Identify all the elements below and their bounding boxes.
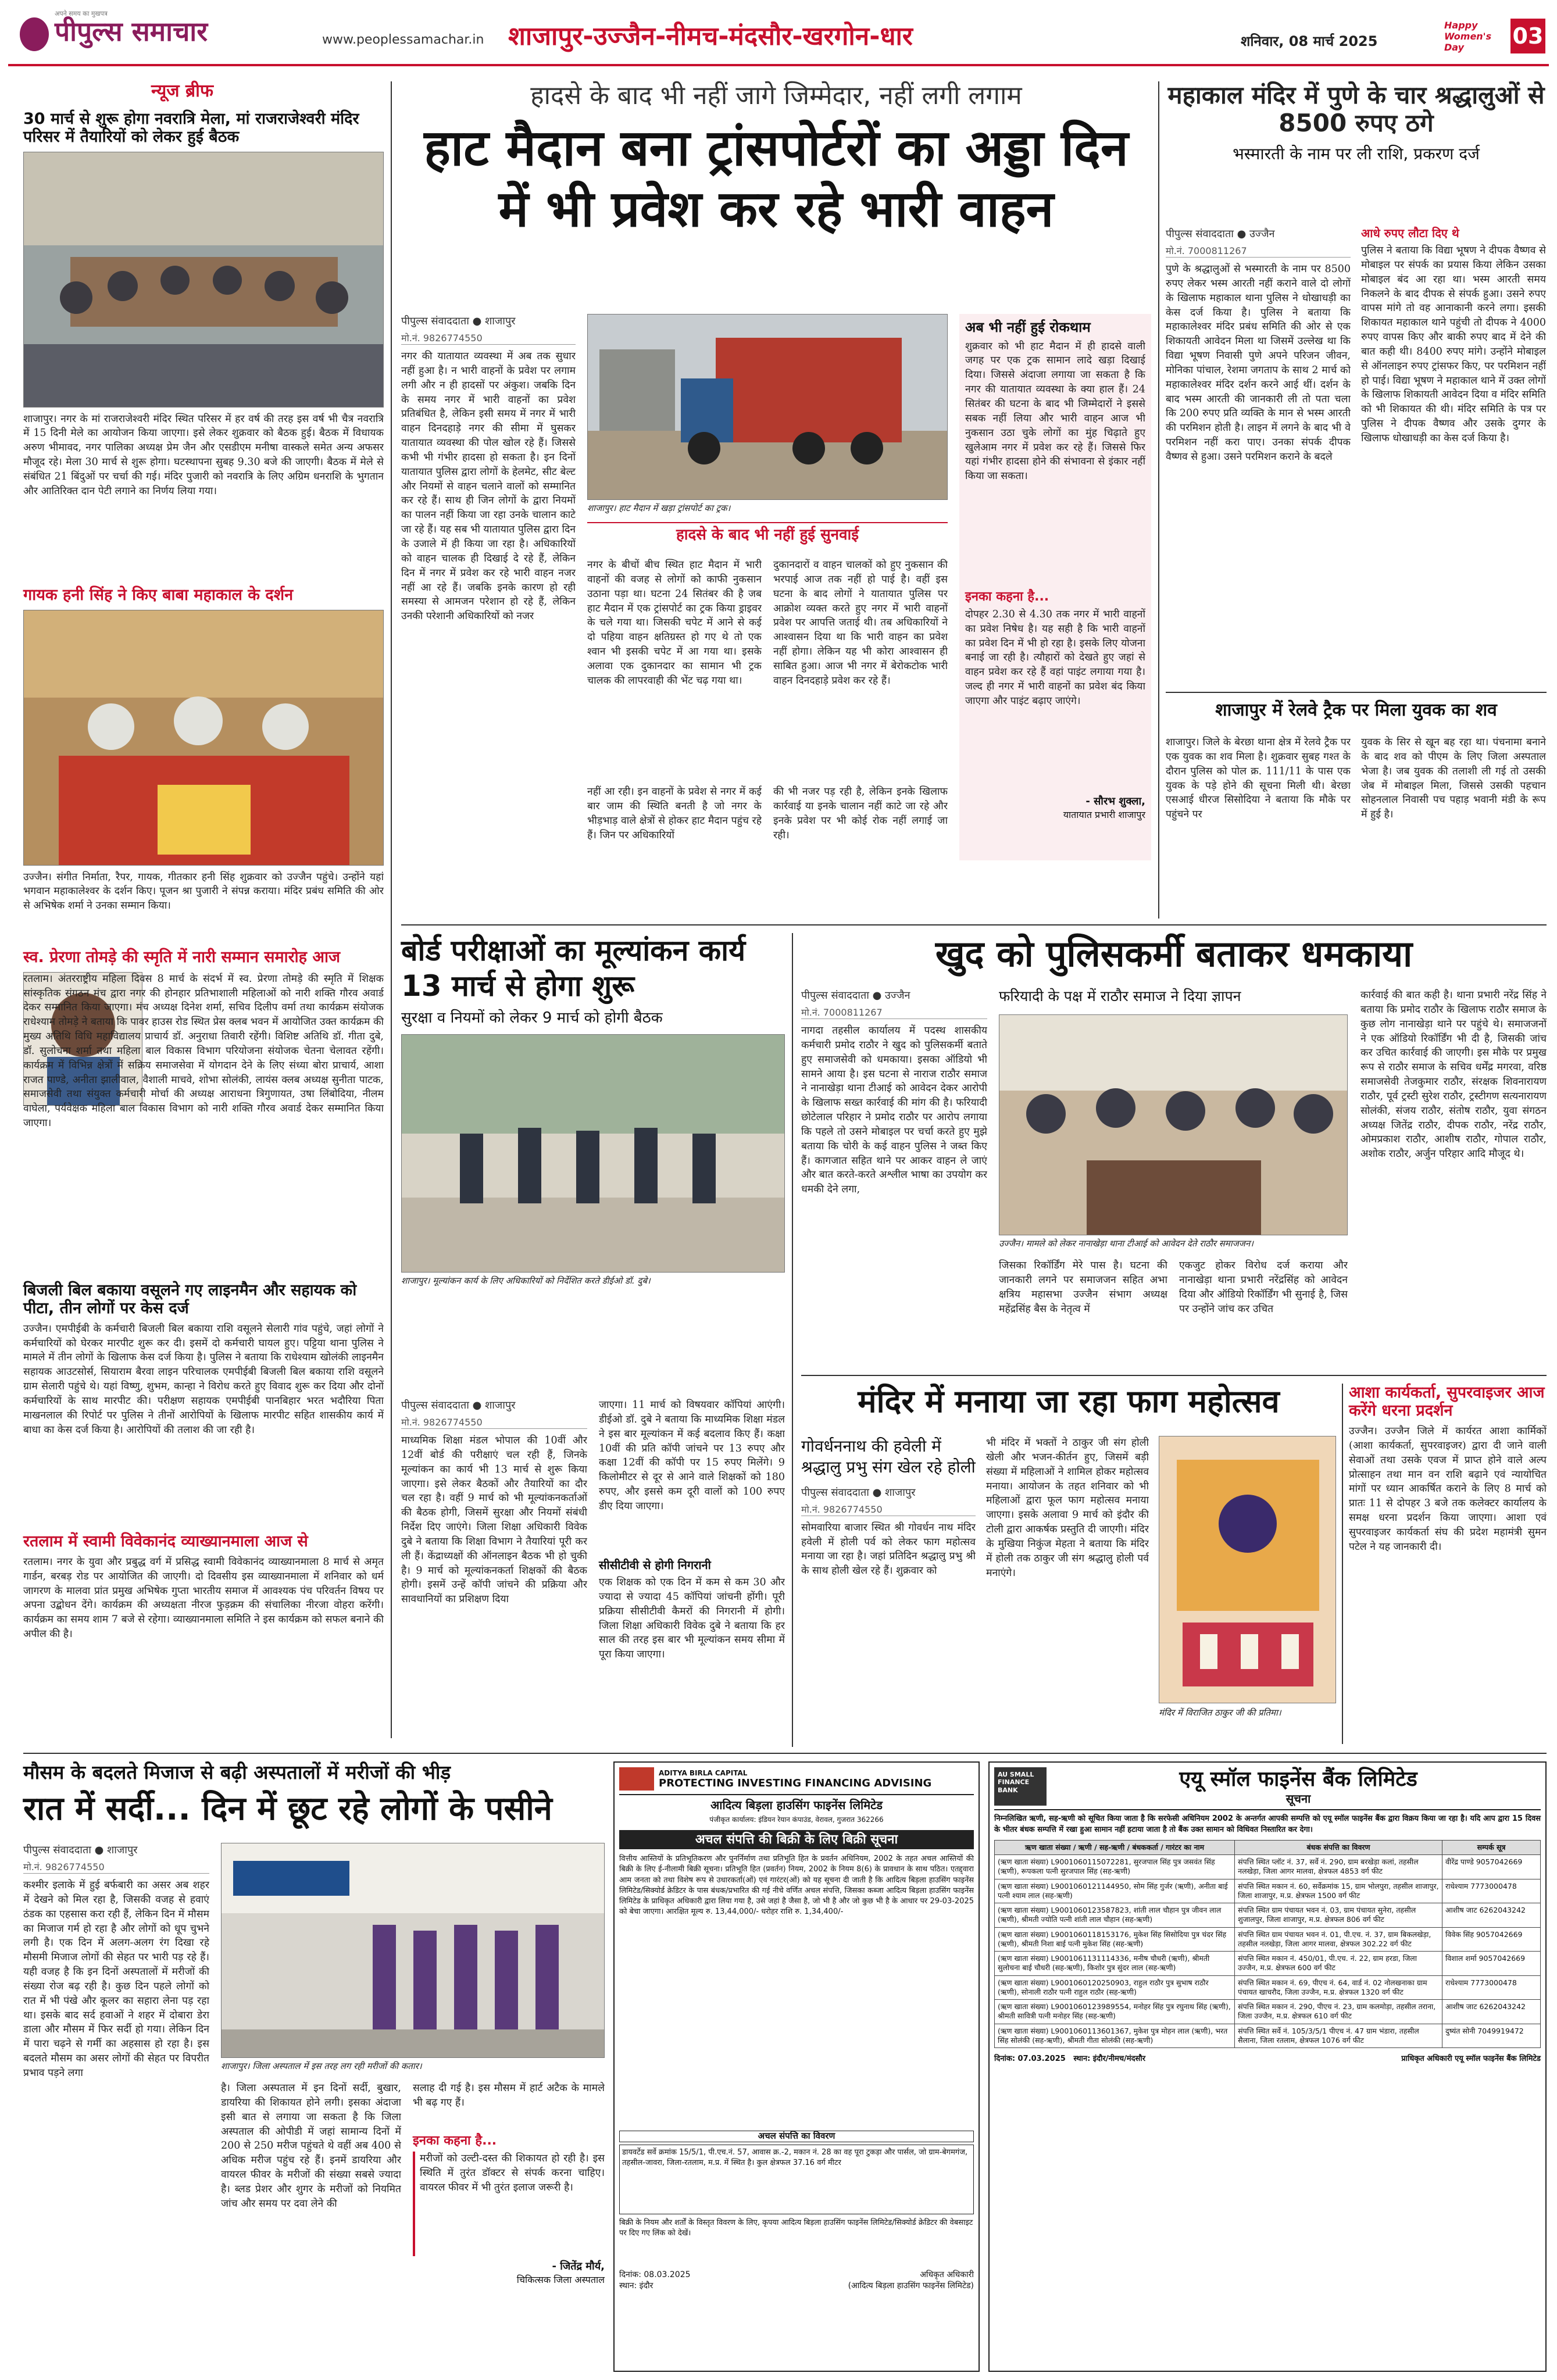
ad1-sign2: (आदित्य बिड़ला हाउसिंग फाइनेंस लिमिटेड) xyxy=(848,2281,974,2290)
ad2-place: स्थान: इंदौर/नीमच/मंदसौर xyxy=(1073,2054,1146,2064)
rail-headline: शाजापुर में रेलवे ट्रैक पर मिला युवक का शव xyxy=(1215,700,1497,720)
table-cell: संपत्ति स्थित ग्राम पंचायत भवन नं. 03, ग्राम पंचायत सुनेरा, तहसील शुजालपुर, जिला शाजापुर, म.प्र. क्षेत्रफल 806 वर्ग फीट xyxy=(1235,1903,1442,1928)
board-col2b: एक शिक्षक को एक दिन में कम से कम 30 और ज्यादा से ज्यादा 45 कॉपियां जांचनी होंगी। पूरी प्रक्रिया सीसीटीवी कैमरों की निगरानी में होगी। जिला शिक्षा अधिकारी विवेक दुबे ने बताया कि हर साल की तरह इस बार भी मूल्यांकन समय सीमा में पूरा किया जाएगा। xyxy=(599,1577,785,1661)
ad1-brand: ADITYA BIRLA CAPITAL xyxy=(659,1768,748,1777)
sidebar-title: अब भी नहीं हुई रोकथाम xyxy=(965,319,1091,335)
board-place: शाजापुर xyxy=(485,1399,516,1411)
brief-headline-honeysingh: गायक हनी सिंह ने किए बाबा महाकाल के दर्शन xyxy=(23,585,294,604)
brief-headline-mela: 30 मार्च से शुरू होगा नवरात्रि मेला, मां राजराजेश्वरी मंदिर परिसर में तैयारियों को लेकर हुई बैठक xyxy=(23,109,359,146)
ad1-terms: बिक्री के नियम और शर्तों के विस्तृत विवरण के लिए, कृपया आदित्य बिड़ला हाउसिंग फाइनेंस लिमिटेड/सिक्योर्ड क्रेडिटर की वेबसाइट पर दिए गए लिंक को देखें। xyxy=(619,2218,973,2238)
police-col1: नागदा तहसील कार्यालय में पदस्थ शासकीय कर्मचारी प्रमोद राठौर ने खुद को पुलिसकर्मी बताते हुए समाजसेवी को धमकाया। इसका ऑडियो भी सामने आया है। इस घटना से नाराज राठौर समाज ने नानाखेड़ा थाना टीआई को आवेदन देकर आरोपी के खिलाफ सख्त कार्रवाई की मांग की है। फरियादी छोटेलाल परिहार ने प्रमोद राठौर पर आरोप लगाया कि पहले तो उसने मोबाइल पर चर्चा करते हुए मुझे बताया कि चोरी के कई वाहन पुलिस ने जब्त किए हैं। कागजात सहित थाने पर आकर वाहन ले जाएं और बात करते-करते अश्लील भाषा का उपयोग कर धमकी देने लगा, xyxy=(801,1025,987,1196)
brand-name: पीपुल्स समाचार xyxy=(55,16,208,47)
lead-quote: दोपहर 2.30 से 4.30 तक नगर में भारी वाहनों का प्रवेश निषेध है। यह सही है कि भारी वाहनों का प्रवेश दिन में भी हो रहा है। इसके लिए योजना बनाई जा रही है। त्यौहारों को देखते हुए जहां से वाहन प्रवेश कर रहे हैं वहां पाइंट लगाया गया है। जल्द ही नगर में भारी वाहनों का प्रवेश बंद किया जाएगा और पाइंट बढ़ाए जाएंगे। xyxy=(965,608,1145,707)
table-cell: राधेश्याम 7773000478 xyxy=(1442,1975,1540,2000)
mahakal-mobile: मो.नं. 7000811267 xyxy=(1166,244,1351,258)
table-cell: वीरेंद्र पाण्डे 9057042669 xyxy=(1442,1855,1540,1879)
table-cell: विवेक सिंह 9057042669 xyxy=(1442,1927,1540,1952)
table-row xyxy=(995,1952,1541,1976)
police-story: खुद को पुलिसकर्मी बताकर धमकाया पीपुल्स संवाददाता ● उज्जैन मो.नं. 7000811267 नागदा तहसील कार्यालय में पदस्थ शासकीय कर्मचारी प्रमोद राठौर ने खुद को पुलिसकर्मी बताते हुए समाजसेवी को धमकाया। इसका ऑडियो भी सामने आया है। इस घटना से नाराज राठौर समाज ने नानाखेड़ा थाना टीआई को आवेदन देकर आरोपी के खिलाफ सख्त कार्रवाई की मांग की है। फरियादी छोटेलाल परिहार ने प्रमोद राठौर पर आरोप लगाया कि पहले तो उसने मोबाइल पर चर्चा करते हुए मुझे बताया कि चोरी के कई वाहन पुलिस ने जब्त किए हैं। कागजात सहित थाने पर आकर वाहन ले जाएं और बात करते-करते अश्लील भाषा का उपयोग कर धमकी देने लगा, फरियादी के पक्ष में राठौर समाज ने दिया ज्ञापन उज्जैन। मामले को लेकर नानाखेड़ा थाना टीआई को आवेदन देते राठौर समाजजन। जिसका रिकॉर्डिंग मेरे पास है। घटना की जानकारी लगने पर समाजजन सहित अभा क्षत्रिय महासभा उज्जैन संभाग अध्यक्ष महेंद्रसिंह बैस के नेतृत्व में एकजुट होकर विरोध दर्ज कराया और नानाखेड़ा थाना प्रभारी नरेंद्रसिंह को आवेदन दिया और ऑडियो रिकॉर्डिंग भी सुनाई है, जिस पर उन्होंने जांच कर उचित कार्रवाई की बात कही है। थाना प्रभारी नरेंद्र सिंह ने बताया कि प्रमोद राठौर के खिलाफ राठौर समाज के कुछ लोग नानाखेड़ा थाने पर पहुंचे थे। समाजजनों ने एक ऑडियो रिकॉर्डिंग भी दी है, जिसकी जांच कर उचित कार्रवाई की जाएगी। इस मौके पर प्रमुख रूप से राठौर समाज के सचिव धर्मेंद्र मगरवा, वरिष्ठ समाजसेवी तेजकुमार राठौर, संरक्षक शिवनारायण राठौर, पूर्व ट्रस्टी सुरेश राठौर, ट्रस्टीगण सत्यनारायण सोलंकी, संजय राठौर, संतोष राठौर, युवा संगठन अध्यक्ष जितेंद्र राठौर, दीपक राठौर, नरेंद्र राठौर, ओमप्रकाश राठौर, आशीष राठौर, गोपाल राठौर, अशोक राठौर, अर्जुन परिहार आदि मौजूद थे। xyxy=(801,933,1547,1369)
brief-body-nari-samman: रतलाम। अंतरराष्ट्रीय महिला दिवस 8 मार्च के संदर्भ में स्व. प्रेरणा तोमड़े की स्मृति में शिक्षक सांस्कृतिक संगठन मंच द्वारा नगर की होनहार प्रतिभाशाली महिलाओं को नारी शक्ति गौरव अवार्ड देकर सम्मानित किया जाएगा। मंच अध्यक्ष दिनेश शर्मा, सचिव दिलीप वर्मा तथा कार्यक्रम संयोजक राधेश्याम तोमड़े ने बताया कि पावर हाउस रोड स्थित प्रेस क्लब भवन में आयोजित उक्त कार्यक्रम की मुख्य अतिथि विधि महाविद्यालय प्राचार्य डॉ. अनुराधा तिवारी रहेंगी। विशिष्ट अतिथि डॉ. गीता दुबे, डॉ. सुलोचना शर्मा तथा महिला बाल विकास विभाग परियोजना संयोजक चेतना चेलावत रहेंगी। कार्यक्रम में विभिन्न क्षेत्रों में सक्रिय समाजसेवा में योगदान देने के लिए संध्या बोरा प्राचार्य, आशा राजत पाण्डे, अनीता झालीवाल, वैशाली माचवे, शोभा सोलंकी, लायंस क्लब अध्यक्ष सुनीता पाटक, समाजसेवी तथा संयुक्त कर्मचारी मोर्चा की अध्यक्ष आराधना त्रिगुणायत, उषा लिंबोदिया, नीलम वाघेला, पर्यवेक्षक महिला बाल विकास विभाग को नारी शक्ति गौरव अवार्ड देकर सम्मानित किया जाएगा। xyxy=(23,973,384,1130)
police-byline: पीपुल्स संवाददाता xyxy=(801,989,869,1002)
truck-caption: शाजापुर। हाट मैदान में खड़ा ट्रांसपोर्ट का ट्रक। xyxy=(587,503,731,513)
brief-headline-bijli: बिजली बिल बकाया वसूलने गए लाइनमैन और सहायक को पीटा, तीन लोगों पर केस दर्ज xyxy=(23,1281,357,1317)
asha-body: उज्जैन। उज्जैन जिले में कार्यरत आशा कार्मिकों (आशा कार्यकर्ता, सुपरवाइजर) द्वारा दी जाने वाली सेवाओं तथा उसके एवज में प्राप्त होने वाले अल्प प्रोत्साहन तथा मान वन राशि बढ़ाने एवं न्यायोचित मांगों पर ध्यान आकर्षित कराने के लिए 8 मार्च को प्रातः 11 से दोपहर 3 बजे तक कलेक्टर कार्यालय के समक्ष धरना प्रदर्शन किया जाएगा। आशा एवं सुपरवाइजर कार्यकर्ता संघ की प्रदेश महामंत्री सुमन पटेल ने यह जानकारी दी। xyxy=(1349,1425,1547,1553)
site-url[interactable]: www.peoplessamachar.in xyxy=(322,33,484,47)
table-cell: (ऋण खाता संख्या) L9001060115072281, सुरजपाल सिंह पुत्र जसवंत सिंह (ऋणी), रूपकला पत्नी सुरजपाल सिंह (सह-ऋणी) xyxy=(995,1855,1235,1879)
issue-date: शनिवार, 08 मार्च 2025 xyxy=(1241,33,1378,49)
board-byline: पीपुल्स संवाददाता xyxy=(401,1399,469,1411)
police-headline: खुद को पुलिसकर्मी बताकर धमकाया xyxy=(935,932,1413,975)
table-cell: (ऋण खाता संख्या) L9001061131114336, मनीष चौधरी (ऋणी), श्रीमती सुलोचना बाई चौधरी (सह-ऋणी), किशोर पुत्र सुंदर लाल (सह-ऋणी) xyxy=(995,1952,1235,1976)
brief-body-vivekanand: रतलाम। नगर के युवा और प्रबुद्ध वर्ग में प्रसिद्ध स्वामी विवेकानंद व्याख्यानमाला 8 मार्च से अमृत गार्डन, बरबड़ रोड पर आयोजित की जाएगी। दो दिवसीय इस व्याख्यानमाला में शनिवार को धर्म जागरण के मालवा प्रांत प्रमुख अभिषेक गुप्ता भारतीय समाज में आवश्यक पंच परिवर्तन विषय पर अपना उद्बोधन देंगे। कार्यक्रम की अध्यक्षता नीरज फुड़क्रम की संचालिका नीरजा वोहरा करेंगी। कार्यक्रम का समय शाम 7 बजे से रहेगा। व्याख्यानमाला समिति ने इस कार्यक्रम को सफल बनाने की अपील की है। xyxy=(23,1556,384,1641)
ad1-title: अचल संपत्ति की बिक्री के लिए बिक्री सूचना xyxy=(619,1830,974,1849)
mahakal-col2: पुलिस ने बताया कि विद्या भूषण ने दीपक वैष्णव से मोबाइल पर संपर्क का प्रयास किया लेकिन उसका मोबाइल बंद आ रहा था। भस्म आरती समय निकलने के बाद दीपक से संपर्क हुआ। उसने रुपए वापस मांगे तो वह आनाकानी करने लगा। इसकी शिकायत महाकाल थाने पहुंची तो दीपक ने 4000 रुपए वापस किए और बाकी रुपए बाद में देने की बात कही थी। 8400 रुपए मांगे। उन्होंने मोबाइल से ऑनलाइन रुपए ट्रांसफर किए, पर परमिशन नहीं हो पाई। विद्या भूषण ने महाकाल थाने में उक्त लोगों के खिलाफ शिकायती आवेदन दिया व मंदिर समिति को भी शिकायत की थी। मंदिर समिति के पत्र पर पुलिस ने दीपक वैष्णव और उसके दुग्गर के खिलाफ धोखाधड़ी का केस दर्ज किया है। xyxy=(1361,245,1546,444)
lead-subhead: हादसे के बाद भी नहीं हुई सुनवाई xyxy=(587,522,948,544)
ad2-logo: AU SMALL FINANCE BANK xyxy=(994,1767,1047,1806)
table-row xyxy=(995,1855,1541,1879)
ad2-intro: निम्नलिखित ऋणी, सह-ऋणी को सूचित किया जाता है कि सरफेसी अधिनियम 2002 के अन्तर्गत आपकी सम्पत्ति को एयू स्मॉल फाइनेंस बैंक द्वारा विक्रय किया जा रहा है। यदि आप द्वारा 15 दिवस के भीतर बंधक सम्पत्ति में रखा हुआ सामान नहीं हटाया जाता है तो बैंक उक्त सामान को विधिवत निस्तारित कर देगा। xyxy=(994,1814,1541,1834)
nari-samman-block xyxy=(23,972,384,1274)
ad1-sign: अधिकृत अधिकारी xyxy=(920,2270,974,2279)
brand-tagline: अपने समय का मुखपत्र xyxy=(55,10,108,17)
table-cell: संपत्ति स्थित मकान नं. 450/01, पी.एच. नं. 22, ग्राम हरडा, जिला उज्जैन, म.प्र. क्षेत्रफल 600 वर्ग फीट xyxy=(1235,1952,1442,1976)
weather-kicker: मौसम के बदलते मिजाज से बढ़ी अस्पतालों में मरीजों की भीड़ xyxy=(23,1761,451,1784)
table-cell: आशीष जाट 6262043242 xyxy=(1442,1903,1540,1928)
photo-honeysingh xyxy=(23,610,384,866)
photo-police-station xyxy=(999,1014,1348,1235)
brand-logo xyxy=(20,17,49,51)
ad1-date: दिनांक: 08.03.2025 xyxy=(619,2270,691,2279)
brief-body-bijli: उज्जैन। एमपीईबी के कर्मचारी बिजली बिल बकाया राशि वसूलने सेलारी गांव पहुंचे, जहां लोगों ने कर्मचारियों को घेरकर मारपीट शुरू कर दी। इसमें दो कर्मचारी घायल हुए। पट्टिया थाना पुलिस ने मामले में तीन लोगों के खिलाफ केस दर्ज किया है। पुलिस ने बताया कि राधेश्याम खोलंकी लाइनमैन सहायक आउटसोर्स, सियाराम बैरवा लाइन परिचालक एमपीईबी बिजली बिल बकाया राशि वसूलने ग्राम सेलारी पहुंचे थे। यहां विष्णु, शुभम, कान्हा ने विरोध करते हुए विवाद शुरू कर दिया और दोनों कर्मचारियों के साथ मारपीट की। परीक्षण सहायक एमपीईबी पानबिहार भरत भदौरिया पिता माखनलाल की रिपोर्ट पर पुलिस ने तीनों आरोपियों के खिलाफ मारपीट सहित शासकीय कार्य में बाधा का केस दर्ज किया है। आरोपियों की तलाश की जा रही है। xyxy=(23,1323,384,1436)
ad1-body: वित्तीय आस्तियों के प्रतिभूतिकरण और पुनर्निर्माण तथा प्रतिभूति हित के प्रवर्तन अधिनियम, 2002 के तहत अचल आस्तियों की बिक्री के लिए ई-नीलामी बिक्री सूचना। प्रतिभूति हित (प्रवर्तन) नियम, 2002 के नियम 8(6) के प्रावधान के साथ पठित। एतद्द्वारा आम जनता को तथा विशेष रूप से उधारकर्ता(ओं) एवं गारंटर(ओं) को यह सूचना दी जाती है कि आदित्य बिड़ला हाउसिंग फाइनेंस लिमिटेड/सिक्योर्ड क्रेडिटर के पास बंधक/प्रभारित की गई नीचे वर्णित अचल संपत्ति, जिसका कब्जा आदित्य बिड़ला हाउसिंग फाइनेंस लिमिटेड के प्राधिकृत अधिकारी द्वारा लिया गया है, उसे जहां है जैसा है, जो भी है और जो कुछ भी है के आधार पर 29-03-2025 को बेचा जाएगा। आरक्षित मूल्य रु. 13,44,000/- धरोहर राशि रु. 1,34,400/- xyxy=(619,1854,974,1917)
brief-headline-vivekanand: रतलाम में स्वामी विवेकानंद व्याख्यानमाला आज से xyxy=(23,1532,308,1550)
weather-quote-by: - जितेंद्र मौर्य, xyxy=(552,2260,605,2273)
table-cell: (ऋण खाता संख्या) L9001060123989554, मनोहर सिंह पुत्र रघुनाथ सिंह (ऋणी), श्रीमती सावित्री पत्नी मनोहर सिंह (सह-ऋणी) xyxy=(995,2000,1235,2024)
mahakal-headline: महाकाल मंदिर में पुणे के चार श्रद्धालुओं से 8500 रुपए ठगे xyxy=(1167,81,1545,138)
table-row xyxy=(995,1927,1541,1952)
asha-story xyxy=(1349,1384,1547,1744)
photo-hospital-queue xyxy=(221,1843,605,2058)
fag-mobile: मो.नं. 9826774550 xyxy=(801,1503,976,1516)
weather-story: मौसम के बदलते मिजाज से बढ़ी अस्पतालों में मरीजों की भीड़ रात में सर्दी... दिन में छूट रहे लोगों के पसीने पीपुल्स संवाददाता ● शाजापुर मो.नं. 9826774550 कश्मीर इलाके में हुई बर्फबारी का असर अब शहर में देखने को मिल रहा है, जिसकी वजह से हवाएं ठंडक का एहसास करा रही हैं, लेकिन दिन में मौसम का मिजाज गर्म हो रहा है और लोगों को धूप चुभने लगी है। एक दिन में अलग-अलग रंग दिखा रहे मौसमी मिजाज लोगों की सेहत पर भारी पड़ रहे हैं। यही वजह है कि इन दिनों अस्पतालों में मरीजों की संख्या रोज बढ़ रही है। कुछ दिन पहले लोगों को रात में भी पंखे और कूलर का सहारा लेना पड़ रहा था। इसके बाद सर्द हवाओं ने शहर में दोबारा डेरा डाला और मौसम में फिर सर्दी हो गया। लेकिन दिन में पारा चढ़ने से गर्मी का अहसास हो रहा है। इस बदलते मौसम का असर लोगों की सेहत पर विपरीत प्रभाव पड़ने लगा शाजापुर। जिला अस्पताल में इस तरह लग रही मरीजों की कतार। है। जिला अस्पताल में इन दिनों सर्दी, बुखार, डायरिया की शिकायत होने लगी। इसका अंदाजा इसी बात से लगाया जा सकता है कि जिला अस्पताल की ओपीडी में जहां सामान्य दिनों में 200 से 250 मरीज पहुंचते थे वहीं अब 400 से अधिक मरीज पहुंच रहे हैं। इनमें डायरिया और वायरल फीवर के मरीजों की संख्या सबसे ज्यादा है। ब्लड प्रेशर और शुगर के मरीजों को नियमित जांच और समय पर दवा लेने की सलाह दी गई है। इस मौसम में हार्ट अटैक के मामले भी बढ़ गए हैं। इनका कहना है... मरीजों को उल्टी-दस्त की शिकायत हो रही है। इस स्थिति में तुरंत डॉक्टर से संपर्क करना चाहिए। वायरल फीवर में भी तुरंत इलाज जरूरी है। - जितेंद्र मौर्य, चिकित्सक जिला अस्पताल xyxy=(23,1761,605,2372)
mahakal-story: महाकाल मंदिर में पुणे के चार श्रद्धालुओं से 8500 रुपए ठगे भस्मारती के नाम पर ली राशि, प्रकरण दर्ज पीपुल्स संवाददाता ● उज्जैन मो.नं. 7000811267 पुणे के श्रद्धालुओं से भस्मारती के नाम पर 8500 रुपए लेकर भस्म आरती नहीं कराने वाले दो लोगों के खिलाफ महाकाल थाना पुलिस ने धोखाधड़ी का केस दर्ज किया है। पुलिस ने बताया कि महाकालेश्वर मंदिर प्रबंध समिति की ओर से एक शिकायती आवेदन मिला था जिसमें उल्लेख था कि विद्या भूषण निवासी पुणे अपने परिजन जीवन, मोनिका पांचाल, रेशमा जगताप के साथ 2 मार्च को महाकालेश्वर मंदिर दर्शन करने आई थीं। दर्शन के बाद भस्म आरती की जानकारी ली तो पता चला कि 200 रुपए प्रति व्यक्ति के मान से भस्म आरती की परमिशन होती है। लाइन में लगने के बाद भी वे परमिशन नहीं करा पाए। उनका संपर्क दीपक वैष्णव से हुआ। उसने परमिशन कराने के बदले आधे रुपए लौटा दिए थे पुलिस ने बताया कि विद्या भूषण ने दीपक वैष्णव से मोबाइल पर संपर्क का प्रयास किया लेकिन उसका मोबाइल बंद आ रहा था। भस्म आरती समय निकलने के बाद दीपक से संपर्क हुआ। उसने रुपए वापस मांगे तो वह आनाकानी करने लगा। इसकी शिकायत महाकाल थाने पहुंची तो दीपक ने 4000 रुपए वापस किए और बाकी रुपए बाद में देने की बात कही थी। 8400 रुपए मांगे। उन्होंने मोबाइल से ऑनलाइन रुपए ट्रांसफर किए, पर परमिशन नहीं हो पाई। विद्या भूषण ने महाकाल थाने में उक्त लोगों के खिलाफ शिकायती आवेदन दिया व मंदिर समिति को भी शिकायत की थी। मंदिर समिति के पत्र पर पुलिस ने दीपक वैष्णव और उसके दुग्गर के खिलाफ धोखाधड़ी का केस दर्ज किया है। xyxy=(1166,81,1547,686)
fag-col2: भी मंदिर में भक्तों ने ठाकुर जी संग होली खेली और भजन-कीर्तन हुए, जिसमें बड़ी संख्या में महिलाओं ने शामिल होकर महोत्सव मनाया। आयोजन के तहत शनिवार को भी महिलाओं द्वारा फूल फाग महोत्सव मनाया जाएगा। इसके अलावा 9 मार्च को इंदौर की टोली द्वारा आकर्षक प्रस्तुति दी जाएगी। मंदिर के मुखिया निकुंज मेहता ने बताया कि मंदिर में होली तक ठाकुर जी संग श्रद्धालु होली पर्व मनाएंगे। xyxy=(986,1437,1149,1579)
lead-headline: हाट मैदान बना ट्रांसपोर्टरों का अड्डा दिन में भी प्रवेश कर रहे भारी वाहन xyxy=(424,119,1129,238)
brief-body-mela: शाजापुर। नगर के मां राजराजेश्वरी मंदिर स्थित परिसर में हर वर्ष की तरह इस वर्ष भी चैत्र नवरात्रि में 15 दिनी मेले का आयोजन किया जाएगा। इसे लेकर शुक्रवार को बैठक हुई। बैठक में विधायक अरुण भीमावद, नगर पालिका अध्यक्ष प्रेम जैन और एसडीएम मनीषा वास्कले समेत अन्य अफसर मौजूद रहे। मेला 30 मार्च से शुरू होगा। घटस्थापना सुबह 9.30 बजे की जाएगी। बैठक में मेले से संबंधित 21 बिंदुओं पर चर्चा की गई। मंदिर पुजारी को नवरात्रि के लिए अग्रिम धनराशि के भुगतान और आतिरिक्त दान पेटी लगाने का निर्णय लिया गया। xyxy=(23,413,384,497)
table-cell: दुष्यंत सोनी 7049919472 xyxy=(1442,2024,1540,2048)
lead-mobile: मो.नं. 9826774550 xyxy=(401,331,576,345)
table-cell: (ऋण खाता संख्या) L9001060120250903, राहुल राठौर पुत्र सुभाष राठौर (ऋणी), सोनाली राठौर पत्नी राहुल राठौर (सह-ऋणी) xyxy=(995,1975,1235,2000)
aditya-birla-ad xyxy=(613,1761,980,2372)
edition-line: शाजापुर-उज्जैन-नीमच-मंदसौर-खरगोन-धार xyxy=(508,22,913,51)
lead-tail: की भी नजर पड़ रही है, लेकिन इनके खिलाफ कार्रवाई या इनके चालान नहीं काटे जा रहे और इनके प्रवेश पर भी कोई रोक नहीं लगाई जा रही। xyxy=(773,786,948,841)
lead-sidebar xyxy=(959,314,1151,860)
board-subhead: सीसीटीवी से होगी निगरानी xyxy=(599,1558,711,1572)
lead-quote-label: इनका कहना है... xyxy=(965,589,1049,604)
table-row xyxy=(995,2024,1541,2048)
lead-col2: नहीं आ रही। इन वाहनों के प्रवेश से नगर में कई बार जाम की स्थिति बनती है जो नगर के भीड़भाड़ वाले क्षेत्रों से होकर हाट मैदान पहुंच रहे हैं। जिन पर अधिकारियों xyxy=(587,786,762,841)
fag-deck: गोवर्धननाथ की हवेली में श्रद्धालु प्रभु संग खेल रहे होली xyxy=(801,1436,976,1477)
ad2-col-contact: सम्पर्क सूत्र xyxy=(1442,1840,1540,1854)
ad1-address: पंजीकृत कार्यालय: इंडियन रेयान कंपाउंड, वेरावल, गुजरात 362266 xyxy=(709,1816,884,1824)
lead-kicker: हादसे के बाद भी नहीं जागे जिम्मेदार, नहीं लगी लगाम xyxy=(530,81,1022,110)
mahakal-note: आधे रुपए लौटा दिए थे xyxy=(1361,226,1459,240)
board-headline: बोर्ड परीक्षाओं का मूल्यांकन कार्य 13 मार्च से होगा शुरू xyxy=(401,934,746,1003)
fag-byline: पीपुल्स संवाददाता xyxy=(801,1486,869,1499)
ad1-header xyxy=(619,1767,974,1795)
rail-story xyxy=(1166,701,1547,910)
ad2-header xyxy=(994,1767,1541,1810)
board-caption: शाजापुर। मूल्यांकन कार्य के लिए अधिकारियों को निर्देशित करते डीईओ डॉ. दुबे। xyxy=(401,1275,651,1286)
ad2-col-loan: ऋण खाता संख्या / ऋणी / सह-ऋणी / बंधककर्ता / गारंटर का नाम xyxy=(995,1840,1235,1854)
ad1-table-title: अचल संपत्ति का विवरण xyxy=(619,2131,974,2142)
table-cell: (ऋण खाता संख्या) L9001060113601367, मुकेश पुत्र मोहन लाल (ऋणी), भरत सिंह सोलंकी (सह-ऋणी), श्रीमती गीता सोलंकी (सह-ऋणी) xyxy=(995,2024,1235,2048)
board-story: बोर्ड परीक्षाओं का मूल्यांकन कार्य 13 मार्च से होगा शुरू सुरक्षा व नियमों को लेकर 9 मार्च को होगी बैठक शाजापुर। मूल्यांकन कार्य के लिए अधिकारियों को निर्देशित करते डीईओ डॉ. दुबे। पीपुल्स संवाददाता ● शाजापुर मो.नं. 9826774550 माध्यमिक शिक्षा मंडल भोपाल की 10वीं और 12वीं बोर्ड की परीक्षाएं चल रही हैं, जिनके मूल्यांकन का कार्य भी 13 मार्च से शुरू किया जाएगा। इसे लेकर बैठकों और तैयारियों का दौर चल रहा है। वहीं 9 मार्च को भी मूल्यांकनकर्ताओं की बैठक होगी, जिसमें सुरक्षा और नियमों संबंधी निर्देश दिए जाएंगे। जिला शिक्षा अधिकारी विवेक दुबे ने बताया कि शिक्षा विभाग ने तैयारियां पूरी कर ली हैं। केंद्राध्यक्षों की ऑनलाइन बैठक भी हो चुकी है। 9 मार्च को मूल्यांकनकर्ता शिक्षकों की बैठक होगी। इसमें उन्हें कॉपी जांचने की प्रक्रिया और सावधानियों का प्रशिक्षण दिया जाएगा। 11 मार्च को विषयवार कॉपियां आएंगी। डीईओ डॉ. दुबे ने बताया कि माध्यमिक शिक्षा मंडल ने इस बार मूल्यांकन में कई बदलाव किए हैं। कक्षा 10वीं की प्रति कॉपी जांचने पर 13 रुपए और कक्षा 12वीं की कॉपी पर 15 रुपए मिलेंगे। 9 किलोमीटर से दूर से आने वाले शिक्षकों को 180 रुपए, और इससे कम दूरी वालों को 100 रुपए डीए दिया जाएगा। सीसीटीवी से होगी निगरानी एक शिक्षक को एक दिन में कम से कम 30 और ज्यादा से ज्यादा 45 कॉपियां जांचनी होंगी। पूरी प्रक्रिया सीसीटीवी कैमरों की निगरानी में होगी। जिला शिक्षा अधिकारी विवेक दुबे ने बताया कि हर साल की तरह इस बार भी मूल्यांकन समय सीमा में पूरा किया जाएगा। xyxy=(401,933,785,1747)
weather-caption: शाजापुर। जिला अस्पताल में इस तरह लग रही मरीजों की कतार। xyxy=(221,2061,422,2071)
police-col3: एकजुट होकर विरोध दर्ज कराया और नानाखेड़ा थाना प्रभारी नरेंद्रसिंह को आवेदन दिया और ऑडियो रिकॉर्डिंग भी सुनाई है, जिस पर उन्होंने जांच कर उचित xyxy=(1179,1260,1348,1315)
sidebar-body: शुक्रवार को भी हाट मैदान में ही हादसे वाली जगह पर एक ट्रक सामान लादे खड़ा दिखाई दिया। जिससे अंदाजा लगाया जा सकता है कि नगर की यातायात व्यवस्था के क्या हाल हैं। 24 सितंबर की घटना के बाद भी जिम्मेदारों ने इससे सबक नहीं लिया और भारी वाहन आज भी नुकसान उठा चुके लोगों का मुंह चिढ़ाते हुए खुलेआम नगर में प्रवेश कर रहे हैं। जिससे फिर यहां गंभीर हादसा होने की संभावना से इंकार नहीं किया जा सकता। xyxy=(965,340,1145,483)
board-deck: सुरक्षा व नियमों को लेकर 9 मार्च को होगी बैठक xyxy=(401,1009,663,1027)
table-row xyxy=(995,1975,1541,2000)
lead-quote-role: यातायात प्रभारी शाजापुर xyxy=(1063,809,1145,820)
lead-col1: नगर की यातायात व्यवस्था में अब तक सुधार नहीं हुआ है। न भारी वाहनों के प्रवेश पर लगाम लगी और न ही हादसों पर अंकुश। जबकि दिन के समय नगर में भारी वाहनों का प्रवेश प्रतिबंधित है, लेकिन इसी समय में नगर में भारी वाहन दिनदहाड़े नगर की सीमा में घुसकर यातायात व्यवस्था की पोल खोल रहे हैं। जिससे कभी भी गंभीर हादसा हो सकता है। इन दिनों यातायात पुलिस द्वारा लोगों के हेलमेट, सीट बेल्ट और नियमों से वाहन चलाने वालों को सम्मानित कर रहे हैं। साथ ही जिन लोगों के द्वारा नियमों का पालन नहीं किया जा रहा उनके चालान काटे जा रहे हैं। यह सब भी यातायात पुलिस द्वारा दिन के उजाले में ही किया जा रहा है। अधिकारियों को वाहन चालक ही दिखाई दे रहे हैं, लेकिन दिन में नगर में प्रवेश कर रहे भारी वाहन नजर नहीं आ रहे हैं। जबकि इनके कारण हो रही समस्या से आमजन परेशान हो रहे हैं, लेकिन उनकी परेशानी अधिकारियों को नजर xyxy=(401,351,576,623)
fag-place: शाजापुर xyxy=(885,1486,916,1499)
ad1-tagline: PROTECTING INVESTING FINANCING ADVISING xyxy=(659,1777,932,1789)
ad1-company: आदित्य बिड़ला हाउसिंग फाइनेंस लिमिटेड xyxy=(710,1798,883,1812)
table-cell: संपत्ति स्थित प्लॉट नं. 37, सर्वे नं. 290, ग्राम बरखेड़ा कलां, तहसील नलखेड़ा, जिला आगर मालवा, क्षेत्रफल 4853 वर्ग फीट xyxy=(1235,1855,1442,1879)
table-cell: (ऋण खाता संख्या) L9001060118153176, मुकेश सिंह सिसोदिया पुत्र चंदर सिंह (ऋणी), श्रीमती निशा बाई पत्नी मुकेश सिंह (सह-ऋणी) xyxy=(995,1927,1235,1952)
mahakal-place: उज्जैन xyxy=(1249,228,1275,240)
police-mobile: मो.नं. 7000811267 xyxy=(801,1006,987,1019)
weather-col3: सलाह दी गई है। इस मौसम में हार्ट अटैक के मामले भी बढ़ गए हैं। xyxy=(413,2082,605,2109)
mahakal-deck: भस्मारती के नाम पर ली राशि, प्रकरण दर्ज xyxy=(1233,144,1480,163)
police-caption: उज्जैन। मामले को लेकर नानाखेड़ा थाना टीआई को आवेदन देते राठौर समाजजन। xyxy=(999,1238,1254,1249)
ad2-title: एयू स्मॉल फाइनेंस बैंक लिमिटेड xyxy=(1179,1767,1417,1791)
lead-sub-col1: नगर के बीचों बीच स्थित हाट मैदान में भारी वाहनों की वजह से लोगों को काफी नुकसान उठाना पड़ा था। घटना 24 सितंबर की है जब हाट मैदान में एक ट्रांसपोर्ट का ट्रक किया ड्राइवर के चले गया था। जिसकी चपेट में आने से कई दो पहिया वाहन क्षतिग्रस्त हो गए थे तो एक श्वान भी इसकी चपेट में आ गया था। इसके अलावा एक दुकानदार का सामान भी ट्रक चालक की लापरवाही की भेंट चढ़ गया था। xyxy=(587,559,762,687)
mahakal-col1: पुणे के श्रद्धालुओं से भस्मारती के नाम पर 8500 रुपए लेकर भस्म आरती नहीं कराने वाले दो लोगों के खिलाफ महाकाल थाना पुलिस ने धोखाधड़ी का केस दर्ज किया है। पुलिस ने बताया कि महाकालेश्वर मंदिर प्रबंध समिति की ओर से एक शिकायती आवेदन मिला था जिसमें उल्लेख था कि विद्या भूषण निवासी पुणे अपने परिजन जीवन, मोनिका पांचाल, रेशमा जगताप के साथ 2 मार्च को महाकालेश्वर मंदिर दर्शन करने आई थीं। दर्शन के बाद भस्म आरती की जानकारी ली तो पता चला कि 200 रुपए प्रति व्यक्ति के मान से भस्म आरती की परमिशन होती है। लाइन में लगने के बाद भी वे परमिशन नहीं करा पाए। उनका संपर्क दीपक वैष्णव से हुआ। उसने परमिशन कराने के बदले xyxy=(1166,263,1351,463)
lead-story: हादसे के बाद भी नहीं जागे जिम्मेदार, नहीं लगी लगाम हाट मैदान बना ट्रांसपोर्टरों का अड्डा दिन में भी प्रवेश कर रहे भारी वाहन पीपुल्स संवाददाता ● शाजापुर मो.नं. 9826774550 नगर की यातायात व्यवस्था में अब तक सुधार नहीं हुआ है। न भारी वाहनों के प्रवेश पर लगाम लगी और न ही हादसों पर अंकुश। जबकि दिन के समय नगर में भारी वाहनों का प्रवेश प्रतिबंधित है, लेकिन इसी समय में नगर में भारी वाहन दिनदहाड़े नगर की सीमा में घुसकर यातायात व्यवस्था की पोल खोल रहे हैं। जिससे कभी भी गंभीर हादसा हो सकता है। इन दिनों यातायात पुलिस द्वारा लोगों के हेलमेट, सीट बेल्ट और नियमों से वाहन चलाने वालों को सम्मानित कर रहे हैं। साथ ही जिन लोगों के द्वारा नियमों का पालन नहीं किया जा रहा उनके चालान काटे जा रहे हैं। यह सब भी यातायात पुलिस द्वारा दिन के उजाले में ही किया जा रहा है। अधिकारियों को वाहन चालक ही दिखाई दे रहे हैं, लेकिन दिन में नगर में प्रवेश कर रहे भारी वाहन नजर नहीं आ रहे हैं। जबकि इनके कारण हो रही समस्या से आमजन परेशान हो रहे हैं, लेकिन उनकी परेशानी अधिकारियों को नजर शाजापुर। हाट मैदान में खड़ा ट्रांसपोर्ट का ट्रक। हादसे के बाद भी नहीं हुई सुनवाई नगर के बीचों बीच स्थित हाट मैदान में भारी वाहनों की वजह से लोगों को काफी नुकसान उठाना पड़ा था। घटना 24 सितंबर की है जब हाट मैदान में एक ट्रांसपोर्ट का ट्रक किया ड्राइवर के चले गया था। जिसकी चपेट में आने से कई दो पहिया वाहन क्षतिग्रस्त हो गए थे तो एक श्वान भी इसकी चपेट में आ गया था। इसके अलावा एक दुकानदार का सामान भी ट्रक चालक की लापरवाही की भेंट चढ़ गया था। दुकानदारों व वाहन चालकों को हुए नुकसान की भरपाई आज तक नहीं हो पाई है। वहीं इस घटना के बाद लोगों ने यातायात पुलिस पर आक्रोश व्यक्त करते हुए नगर में भारी वाहनों प्रवेश पर आपत्ति जताई थी। तब अधिकारियों ने आश्वासन दिया था कि भारी वाहन का प्रवेश नहीं होगा। लेकिन यह भी कोरा आश्वासन ही साबित हुआ। आज भी नगर में बेरोकटोक भारी वाहन दिनदहाड़े प्रवेश कर रहे हैं। नहीं आ रही। इन वाहनों के प्रवेश से नगर में कई बार जाम की स्थिति बनती है जो नगर के भीड़भाड़ वाले क्षेत्रों से होकर हाट मैदान पहुंच रहे हैं। जिन पर अधिकारियों की भी नजर पड़ रही है, लेकिन इनके खिलाफ कार्रवाई या इनके चालान नहीं काटे जा रहे और इनके प्रवेश पर भी कोई रोक नहीं लगाई जा रही। अब भी नहीं हुई रोकथाम शुक्रवार को भी हाट मैदान में ही हादसे वाली जगह पर एक ट्रक सामान लादे खड़ा दिखाई दिया। जिससे अंदाजा लगाया जा सकता है कि नगर की यातायात व्यवस्था के क्या हाल हैं। 24 सितंबर की घटना के बाद भी जिम्मेदारों ने इससे सबक नहीं लिया और भारी वाहन आज भी नुकसान उठा चुके लोगों का मुंह चिढ़ाते हुए खुलेआम नगर में प्रवेश कर रहे हैं। जिससे फिर यहां गंभीर हादसा होने की संभावना से इंकार नहीं किया जा सकता। इनका कहना है... दोपहर 2.30 से 4.30 तक नगर में भारी वाहनों का प्रवेश निषेध है। यह सही है कि भारी वाहनों का प्रवेश दिन में भी हो रहा है। इसके लिए योजना बनाई जा रही है। त्यौहारों को देखते हुए जहां से वाहन प्रवेश कर रहे हैं वहां पाइंट लगाया गया है। जल्द ही नगर में भारी वाहनों का प्रवेश बंद किया जाएगा और पाइंट बढ़ाए जाएंगे। - सौरभ शुक्ला, यातायात प्रभारी शाजापुर xyxy=(401,81,1151,919)
ad2-sign: प्राधिकृत अधिकारी एयू स्मॉल फाइनेंस बैंक लिमिटेड xyxy=(1401,2054,1541,2064)
photo-truck xyxy=(587,314,948,500)
police-deck: फरियादी के पक्ष में राठौर समाज ने दिया ज्ञापन xyxy=(999,988,1241,1005)
board-mobile: मो.नं. 9826774550 xyxy=(401,1416,587,1429)
au-bank-ad xyxy=(988,1761,1547,2372)
table-cell: (ऋण खाता संख्या) L9001060123587823, शांती लाल चौहान पुत्र जीवन लाल (ऋणी), श्रीमती ज्योति पत्नी शांती लाल चौहान (सह-ऋणी) xyxy=(995,1903,1235,1928)
weather-quote-role: चिकित्सक जिला अस्पताल xyxy=(516,2274,605,2285)
table-cell: संपत्ति स्थित मकान नं. 290, पीएच नं. 23, ग्राम कलमोड़ा, तहसील तराना, जिला उज्जैन, म.प्र. क्षेत्रफल 610 वर्ग फीट xyxy=(1235,2000,1442,2024)
photo-meeting xyxy=(23,152,384,408)
ad2-table xyxy=(994,1840,1541,2048)
rail-col1: शाजापुर। जिले के बेरछा थाना क्षेत्र में रेलवे ट्रैक पर एक युवक का शव मिला है। शुक्रवार सुबह गश्त के दौरान पुलिस को पोल क्र. 111/11 के पास एक युवक के पड़े होने की सूचना मिली थी। बेरछा एसआई धीरज सिसोदिया ने बताया कि मौके पर पहुंचने पर xyxy=(1166,737,1351,821)
photo-meeting-deo xyxy=(401,1034,785,1273)
rail-col2: युवक के सिर से खून बह रहा था। पंचनामा बनाने के बाद शव को पीएम के लिए जिला अस्पताल भेजा है। जब युवक की तलाशी ली गई तो उसकी जेब में मोबाइल मिला, जिससे उसकी पहचान सोहनलाल निवासी पच पहाड़ भवानी मंडी के रूप में हुई है। xyxy=(1361,737,1546,821)
lead-sub-col2: दुकानदारों व वाहन चालकों को हुए नुकसान की भरपाई आज तक नहीं हो पाई है। वहीं इस घटना के बाद लोगों ने यातायात पुलिस पर आक्रोश व्यक्त करते हुए नगर में भारी वाहनों प्रवेश पर आपत्ति जताई थी। तब अधिकारियों ने आश्वासन दिया था कि भारी वाहन का प्रवेश नहीं होगा। लेकिन यह भी कोरा आश्वासन ही साबित हुआ। आज भी नगर में बेरोकटोक भारी वाहन दिनदहाड़े प्रवेश कर रहे हैं। xyxy=(773,559,948,687)
police-col2: जिसका रिकॉर्डिंग मेरे पास है। घटना की जानकारी लगने पर समाजजन सहित अभा क्षत्रिय महासभा उज्जैन संभाग अध्यक्ष महेंद्रसिंह बैस के नेतृत्व में xyxy=(999,1260,1167,1315)
table-row xyxy=(995,1879,1541,1903)
weather-quote-label: इनका कहना है... xyxy=(413,2134,497,2148)
weather-col1: कश्मीर इलाके में हुई बर्फबारी का असर अब शहर में देखने को मिल रहा है, जिसकी वजह से हवाएं ठंडक का एहसास करा रही हैं, लेकिन दिन में मौसम का मिजाज गर्म हो रहा है और लोगों को धूप चुभने लगी है। एक दिन में अलग-अलग रंग दिखा रहे मौसमी मिजाज लोगों की सेहत पर भारी पड़ रहे हैं। यही वजह है कि इन दिनों अस्पतालों में मरीजों की संख्या रोज बढ़ रही है। कुछ दिन पहले लोगों को रात में भी पंखे और कूलर का सहारा लेना पड़ रहा था। इसके बाद सर्द हवाओं ने शहर में दोबारा डेरा डाला और मौसम में फिर सर्दी हो गया। लेकिन दिन में पारा चढ़ने से गर्मी का अहसास हो रहा है। इस बदलते मौसम का असर लोगों की सेहत पर विपरीत प्रभाव पड़ने लगा xyxy=(23,1879,209,2079)
ad2-col-property: बंधक संपत्ति का विवरण xyxy=(1235,1840,1442,1854)
table-cell: संपत्ति स्थित मकान नं. 69, पीएच नं. 64, वार्ड नं. 02 नोलखनाका ग्राम पंचायत खाचरौद, जिला उज्जैन, म.प्र. क्षेत्रफल 1320 वर्ग फीट xyxy=(1235,1975,1442,2000)
lead-place: शाजापुर xyxy=(485,315,516,327)
weather-place: शाजापुर xyxy=(107,1844,138,1856)
table-cell: (ऋण खाता संख्या) L9001060121144950, सोम सिंह गुर्जर (ऋणी), अनीता बाई पत्नी श्याम लाल (सह-ऋणी) xyxy=(995,1879,1235,1903)
brief-headline-nari-samman: स्व. प्रेरणा तोमड़े की स्मृति में नारी सम्मान समारोह आज xyxy=(23,948,341,966)
ad1-place: स्थान: इंदौर xyxy=(619,2281,653,2290)
table-row xyxy=(995,1903,1541,1928)
news-brief-label: न्यूज ब्रीफ xyxy=(151,81,213,101)
weather-quote: मरीजों को उल्टी-दस्त की शिकायत हो रही है। इस स्थिति में तुरंत डॉक्टर से संपर्क करना चाहिए। वायरल फीवर में भी तुरंत इलाज जरूरी है। xyxy=(413,2152,605,2256)
fag-col1: सोमवारिया बाजार स्थित श्री गोवर्धन नाथ मंदिर हवेली में होली पर्व को लेकर फाग महोत्सव मनाया जा रहा है। जहां प्रतिदिन श्रद्धालु प्रभु श्री के साथ होली खेल रहे हैं। शुक्रवार को xyxy=(801,1521,976,1577)
weather-col2: है। जिला अस्पताल में इन दिनों सर्दी, बुखार, डायरिया की शिकायत होने लगी। इसका अंदाजा इसी बात से लगाया जा सकता है कि जिला अस्पताल की ओपीडी में जहां सामान्य दिनों में 200 से 250 मरीज पहुंचते थे वहीं अब 400 से अधिक मरीज पहुंच रहे हैं। इनमें डायरिया और वायरल फीवर के मरीजों की संख्या सबसे ज्यादा है। ब्लड प्रेशर और शुगर के मरीजों को नियमित जांच और समय पर दवा लेने की xyxy=(221,2082,401,2210)
weather-byline: पीपुल्स संवाददाता xyxy=(23,1844,91,1856)
mahakal-byline: पीपुल्स संवाददाता xyxy=(1166,228,1234,240)
police-place: उज्जैन xyxy=(885,989,910,1002)
table-cell: संपत्ति स्थित सर्वे नं. 105/3/5/1 पीएच नं. 47 ग्राम भंडारा, तहसील सैलाना, जिला रतलाम, क्षेत्रफल 1076 वर्ग फीट xyxy=(1235,2024,1442,2048)
ad1-logo xyxy=(619,1767,654,1791)
fag-caption: मंदिर में विराजित ठाकुर जी की प्रतिमा। xyxy=(1159,1707,1281,1718)
fag-headline: मंदिर में मनाया जा रहा फाग महोत्सव xyxy=(858,1383,1280,1420)
table-cell: राधेश्याम 7773000478 xyxy=(1442,1879,1540,1903)
asha-headline: आशा कार्यकर्ता, सुपरवाइजर आज करेंगे धरना प्रदर्शन xyxy=(1349,1384,1545,1420)
weather-headline: रात में सर्दी... दिन में छूट रहे लोगों के पसीने xyxy=(23,1789,552,1828)
table-row xyxy=(995,2000,1541,2024)
fag-story: मंदिर में मनाया जा रहा फाग महोत्सव गोवर्धननाथ की हवेली में श्रद्धालु प्रभु संग खेल रहे होली पीपुल्स संवाददाता ● शाजापुर मो.नं. 9826774550 सोमवारिया बाजार स्थित श्री गोवर्धन नाथ मंदिर हवेली में होली पर्व को लेकर फाग महोत्सव मनाया जा रहा है। जहां प्रतिदिन श्रद्धालु प्रभु श्री के साथ होली खेल रहे हैं। शुक्रवार को भी मंदिर में भक्तों ने ठाकुर जी संग होली खेली और भजन-कीर्तन हुए, जिसमें बड़ी संख्या में महिलाओं ने शामिल होकर महोत्सव मनाया। आयोजन के तहत शनिवार को भी महिलाओं द्वारा फूल फाग महोत्सव मनाया जाएगा। इसके अलावा 9 मार्च को इंदौर की टोली द्वारा आकर्षक प्रस्तुति दी जाएगी। मंदिर के मुखिया निकुंज मेहता ने बताया कि मंदिर में होली तक ठाकुर जी संग श्रद्धालु होली पर्व मनाएंगे। मंदिर में विराजित ठाकुर जी की प्रतिमा। xyxy=(801,1384,1336,1744)
table-cell: विशाल शर्मा 9057042669 xyxy=(1442,1952,1540,1976)
ad2-sub: सूचना xyxy=(1285,1792,1311,1806)
photo-thakurji xyxy=(1159,1436,1336,1703)
ad2-date: दिनांक: 07.03.2025 xyxy=(994,2054,1066,2064)
weather-mobile: मो.नं. 9826774550 xyxy=(23,1860,209,1874)
lead-quote-by: - सौरभ शुक्ला, xyxy=(1085,795,1145,807)
womens-day-badge: Happy Women's Day xyxy=(1444,20,1492,53)
table-cell: संपत्ति स्थित ग्राम पंचायत भवन नं. 01, पी.एच. नं. 37, ग्राम बिकलखेड़ा, तहसील नलखेड़ा, जिला आगर मालवा, क्षेत्रफल 302.22 वर्ग फीट xyxy=(1235,1927,1442,1952)
board-col2: जाएगा। 11 मार्च को विषयवार कॉपियां आएंगी। डीईओ डॉ. दुबे ने बताया कि माध्यमिक शिक्षा मंडल ने इस बार मूल्यांकन में कई बदलाव किए हैं। कक्षा 10वीं की प्रति कॉपी जांचने पर 13 रुपए और कक्षा 12वीं की कॉपी पर 15 रुपए मिलेंगे। 9 किलोमीटर से दूर से आने वाले शिक्षकों को 180 रुपए, और इससे कम दूरी वालों को 100 रुपए डीए दिया जाएगा। xyxy=(599,1399,785,1512)
page-number: 03 xyxy=(1510,19,1545,53)
table-cell: संपत्ति स्थित मकान नं. 60, सर्वेक्रमांक 15, ग्राम भोलपुरा, तहसील शाजापुर, जिला शाजापुर, म.प्र. क्षेत्रफल 1500 वर्ग फीट xyxy=(1235,1879,1442,1903)
masthead xyxy=(8,8,1549,66)
ad1-property: डायवर्टेड सर्वे क्रमांक 15/5/1, पी.एच.नं. 57, आवास क्र.-2, मकान नं. 28 का वह पूरा टुकड़ा और पार्सल, जो ग्राम-बेगमगंज, तहसील-जावरा, जिला-रतलाम, म.प्र. में स्थित है। कुल क्षेत्रफल 37.16 वर्ग मीटर xyxy=(619,2145,974,2214)
board-col1: माध्यमिक शिक्षा मंडल भोपाल की 10वीं और 12वीं बोर्ड की परीक्षाएं चल रही हैं, जिनके मूल्यांकन का कार्य भी 13 मार्च से शुरू किया जाएगा। इसे लेकर बैठकों और तैयारियों का दौर चल रहा है। वहीं 9 मार्च को भी मूल्यांकनकर्ताओं की बैठक होगी, जिसमें सुरक्षा और नियमों संबंधी निर्देश दिए जाएंगे। जिला शिक्षा अधिकारी विवेक दुबे ने बताया कि शिक्षा विभाग ने तैयारियां पूरी कर ली हैं। केंद्राध्यक्षों की ऑनलाइन बैठक भी हो चुकी है। 9 मार्च को मूल्यांकनकर्ता शिक्षकों की बैठक होगी। इसमें उन्हें कॉपी जांचने की प्रक्रिया और सावधानियों का प्रशिक्षण दिया xyxy=(401,1435,587,1606)
table-cell: आशीष जाट 6262043242 xyxy=(1442,2000,1540,2024)
news-brief-column xyxy=(23,81,384,1738)
brief-body-honeysingh: उज्जैन। संगीत निर्माता, रैपर, गायक, गीतकार हनी सिंह शुक्रवार को उज्जैन पहुंचे। उन्होंने यहां भगवान महाकालेश्वर के दर्शन किए। पूजन श्रा पुजारी ने संपन्न कराया। मंदिर प्रबंध समिति की ओर से अभिषेक शर्मा ने उनका सम्मान किया। xyxy=(23,871,384,912)
lead-byline: पीपुल्स संवाददाता xyxy=(401,315,469,327)
police-col4: कार्रवाई की बात कही है। थाना प्रभारी नरेंद्र सिंह ने बताया कि प्रमोद राठौर के खिलाफ राठौर समाज के कुछ लोग नानाखेड़ा थाने पर पहुंचे थे। समाजजनों ने एक ऑडियो रिकॉर्डिंग भी दी है, जिसकी जांच कर उचित कार्रवाई की जाएगी। इस मौके पर प्रमुख रूप से राठौर समाज के सचिव धर्मेंद्र मगरवा, वरिष्ठ समाजसेवी तेजकुमार राठौर, संरक्षक शिवनारायण राठौर, पूर्व ट्रस्टी सुरेश राठौर, ट्रस्टीगण सत्यनारायण सोलंकी, संजय राठौर, संतोष राठौर, युवा संगठन अध्यक्ष जितेंद्र राठौर, दीपक राठौर, नरेंद्र राठौर, ओमप्रकाश राठौर, आशीष राठौर, गोपाल राठौर, अशोक राठौर, अर्जुन परिहार आदि मौजूद थे। xyxy=(1360,989,1547,1160)
